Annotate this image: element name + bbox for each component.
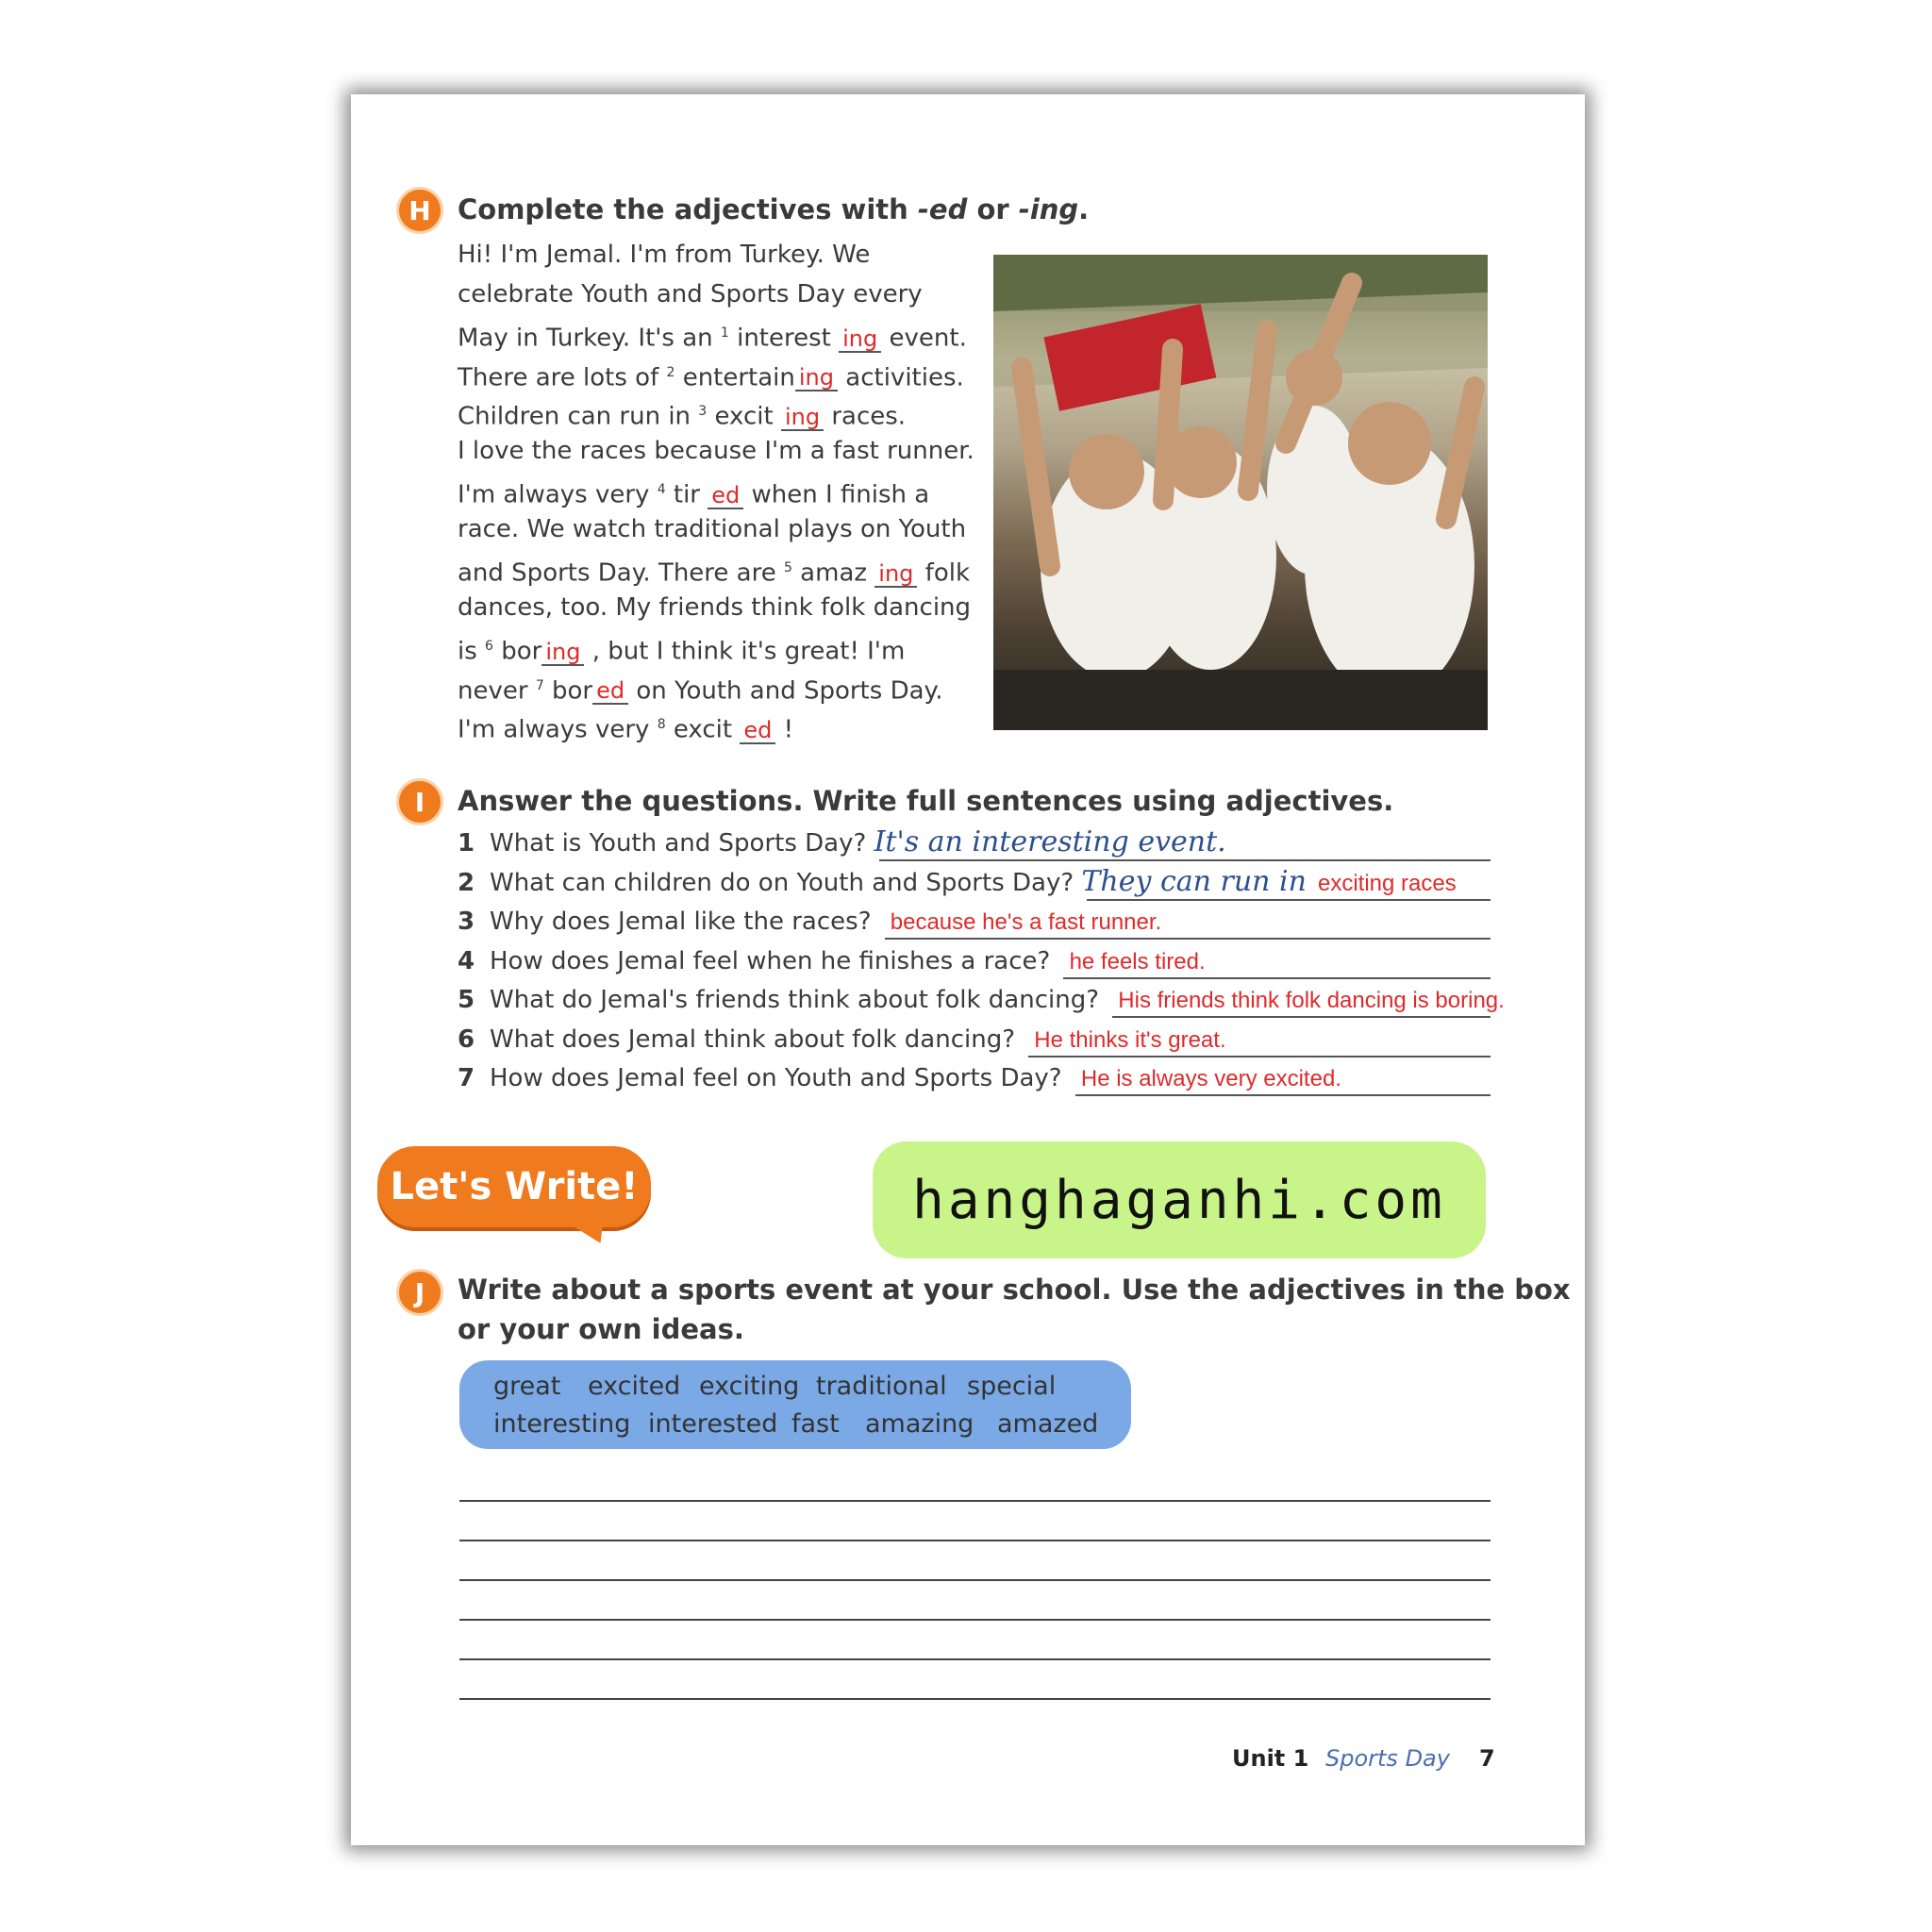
- story-line: [458, 471, 986, 510]
- typed-answer: He is always very excited.: [1080, 1066, 1341, 1091]
- story-line: race. We watch traditional plays on Youth: [458, 514, 967, 543]
- answer-underline: [1087, 899, 1491, 901]
- story-text-part: event.: [881, 324, 967, 353]
- story-text-part: bor: [492, 637, 542, 666]
- question-number: 2: [458, 868, 475, 897]
- story-line: [458, 392, 986, 432]
- handwritten-answer: They can run in: [1081, 864, 1307, 898]
- word: interested: [648, 1409, 778, 1439]
- answer-blank[interactable]: ing: [781, 405, 824, 431]
- section-i-title: Answer the questions. Write full sentences using adjectives.: [458, 785, 1394, 817]
- story-text-part: excit: [665, 715, 741, 744]
- story-text-part: when I finish a: [743, 480, 930, 509]
- adjective-word-box: [459, 1360, 1131, 1449]
- writing-line[interactable]: [459, 1500, 1491, 1502]
- story-text-part: interest: [728, 324, 840, 353]
- word: excited: [588, 1372, 681, 1401]
- section-h-title: [458, 193, 1089, 225]
- word: special: [967, 1372, 1057, 1401]
- item-number: 4: [657, 482, 666, 497]
- story-line: [458, 354, 986, 393]
- story-text-part: races.: [824, 402, 907, 431]
- word: fast: [791, 1409, 840, 1439]
- typed-answer: His friends think folk dancing is boring.: [1118, 988, 1505, 1013]
- handwritten-answer: It's an interesting event.: [874, 825, 1226, 858]
- story-text-part: There are lots of: [458, 363, 667, 392]
- title-part: .: [1078, 193, 1090, 225]
- story-line: dances, too. My friends think folk dancing: [458, 592, 972, 622]
- question-number: 3: [458, 908, 475, 936]
- writing-line[interactable]: [459, 1658, 1491, 1660]
- question-number: 1: [458, 829, 475, 858]
- section-i-badge: [396, 778, 443, 825]
- title-part: Complete the adjectives with: [458, 193, 918, 225]
- answer-blank[interactable]: ing: [795, 365, 838, 391]
- answer-blank[interactable]: ing: [839, 326, 881, 353]
- answer-field[interactable]: [1107, 986, 1505, 1014]
- item-number: 5: [784, 560, 792, 575]
- story-text-part: May in Turkey. It's an: [458, 324, 721, 353]
- writing-line[interactable]: [459, 1619, 1491, 1621]
- answer-underline: [1028, 1056, 1491, 1058]
- footer-unit: Unit 1: [1232, 1745, 1309, 1772]
- question-text: What does Jemal think about folk dancing?: [490, 1024, 1016, 1054]
- writing-line[interactable]: [459, 1540, 1491, 1541]
- question-number: 6: [458, 1024, 475, 1054]
- word: exciting: [699, 1372, 800, 1401]
- footer-topic: Sports Day: [1325, 1745, 1450, 1772]
- question-number: 7: [458, 1064, 475, 1092]
- story-text-part: excit: [707, 402, 781, 431]
- watermark-badge: [873, 1141, 1486, 1258]
- question-text: Why does Jemal like the races?: [490, 908, 872, 936]
- title-ed: -ed: [917, 193, 968, 225]
- item-number: 2: [666, 364, 675, 380]
- section-j-letter: J: [414, 1276, 425, 1308]
- story-text-part: Children can run in: [458, 402, 699, 431]
- question-text: How does Jemal feel on Youth and Sports Day?: [490, 1064, 1062, 1092]
- story-text-part: and Sports Day. There are: [458, 558, 784, 588]
- typed-answer: he feels tired.: [1069, 948, 1206, 974]
- story-text-part: I'm always very: [458, 480, 658, 509]
- answer-blank[interactable]: ed: [740, 718, 775, 744]
- story-line: Hi! I'm Jemal. I'm from Turkey. We: [458, 241, 871, 269]
- story-line: [458, 314, 986, 354]
- word: traditional: [816, 1372, 947, 1401]
- photo-illustration: [993, 255, 1488, 730]
- story-text-part: folk: [917, 558, 971, 588]
- story-line: [458, 667, 986, 707]
- item-number: 1: [720, 325, 729, 341]
- item-number: 7: [535, 677, 544, 693]
- section-i-letter: I: [414, 786, 425, 818]
- answer-underline: [1112, 1016, 1491, 1018]
- children-celebrating-photo: [993, 255, 1488, 730]
- typed-answer: He thinks it's great.: [1034, 1026, 1226, 1053]
- story-text-part: activities.: [838, 363, 964, 392]
- typed-answer: because he's a fast runner.: [890, 909, 1162, 935]
- story-line: [458, 627, 986, 667]
- story-text-part: amaz: [791, 558, 875, 588]
- word: interesting: [493, 1409, 631, 1439]
- writing-line[interactable]: [459, 1579, 1491, 1581]
- story-text-part: !: [775, 715, 794, 744]
- question-text: How does Jemal feel when he finishes a race?: [490, 946, 1051, 975]
- section-j-title-line2: or your own ideas.: [458, 1313, 744, 1345]
- section-h-letter: H: [408, 194, 431, 226]
- footer-page-number: 7: [1479, 1745, 1495, 1772]
- answer-blank[interactable]: ed: [592, 678, 628, 705]
- story-line: [458, 549, 986, 589]
- title-ing: -ing: [1018, 193, 1079, 225]
- question-number: 4: [458, 946, 475, 975]
- story-line: celebrate Youth and Sports Day every: [458, 279, 923, 308]
- answer-underline: [885, 938, 1491, 940]
- lets-write-banner: [377, 1146, 651, 1227]
- story-text-part: tir: [665, 480, 708, 509]
- question-text: What do Jemal's friends think about folk dancing?: [490, 986, 1100, 1014]
- typed-answer: exciting races: [1317, 870, 1457, 896]
- story-text-part: on Youth and Sports Day.: [628, 676, 943, 706]
- story-line: I love the races because I'm a fast runner.: [458, 436, 974, 465]
- writing-line[interactable]: [459, 1698, 1491, 1700]
- section-j-title-line1: Write about a sports event at your school. Use the adjectives in the box: [458, 1274, 1571, 1306]
- item-number: 8: [657, 717, 666, 732]
- answer-field[interactable]: [874, 825, 1238, 858]
- watermark-text: hanghaganhi.com: [912, 1169, 1446, 1231]
- story-line: [458, 706, 986, 745]
- word: amazing: [865, 1409, 974, 1439]
- answer-field[interactable]: [1070, 1064, 1341, 1092]
- word: great: [493, 1372, 561, 1401]
- question-text: What can children do on Youth and Sports Day?: [490, 868, 1074, 897]
- answer-blank[interactable]: ing: [874, 561, 917, 588]
- title-part: or: [967, 193, 1019, 225]
- story-text-part: entertain: [675, 363, 795, 392]
- answer-blank[interactable]: ing: [541, 640, 584, 666]
- answer-field[interactable]: [1081, 864, 1457, 898]
- answer-field[interactable]: [1058, 947, 1206, 975]
- story-text-part: , but I think it's great! I'm: [584, 637, 906, 666]
- answer-field[interactable]: [879, 908, 1161, 936]
- answer-underline: [1075, 1094, 1491, 1096]
- word: amazed: [997, 1409, 1099, 1439]
- answer-underline: [879, 859, 1491, 861]
- answer-blank[interactable]: ed: [708, 483, 743, 509]
- story-text-part: I'm always very: [458, 715, 658, 744]
- story-text: [458, 236, 986, 745]
- story-text-part: never: [458, 676, 536, 706]
- lets-write-label: Let's Write!: [390, 1165, 639, 1208]
- answer-underline: [1063, 977, 1491, 979]
- answer-field[interactable]: [1023, 1025, 1225, 1054]
- item-number: 3: [698, 404, 708, 419]
- section-h-badge: [396, 187, 443, 234]
- story-text-part: is: [458, 637, 486, 666]
- item-number: 6: [485, 639, 493, 654]
- question-text: What is Youth and Sports Day?: [490, 829, 867, 858]
- section-j-badge: [396, 1269, 443, 1316]
- story-text-part: bor: [543, 676, 593, 706]
- question-number: 5: [458, 986, 475, 1014]
